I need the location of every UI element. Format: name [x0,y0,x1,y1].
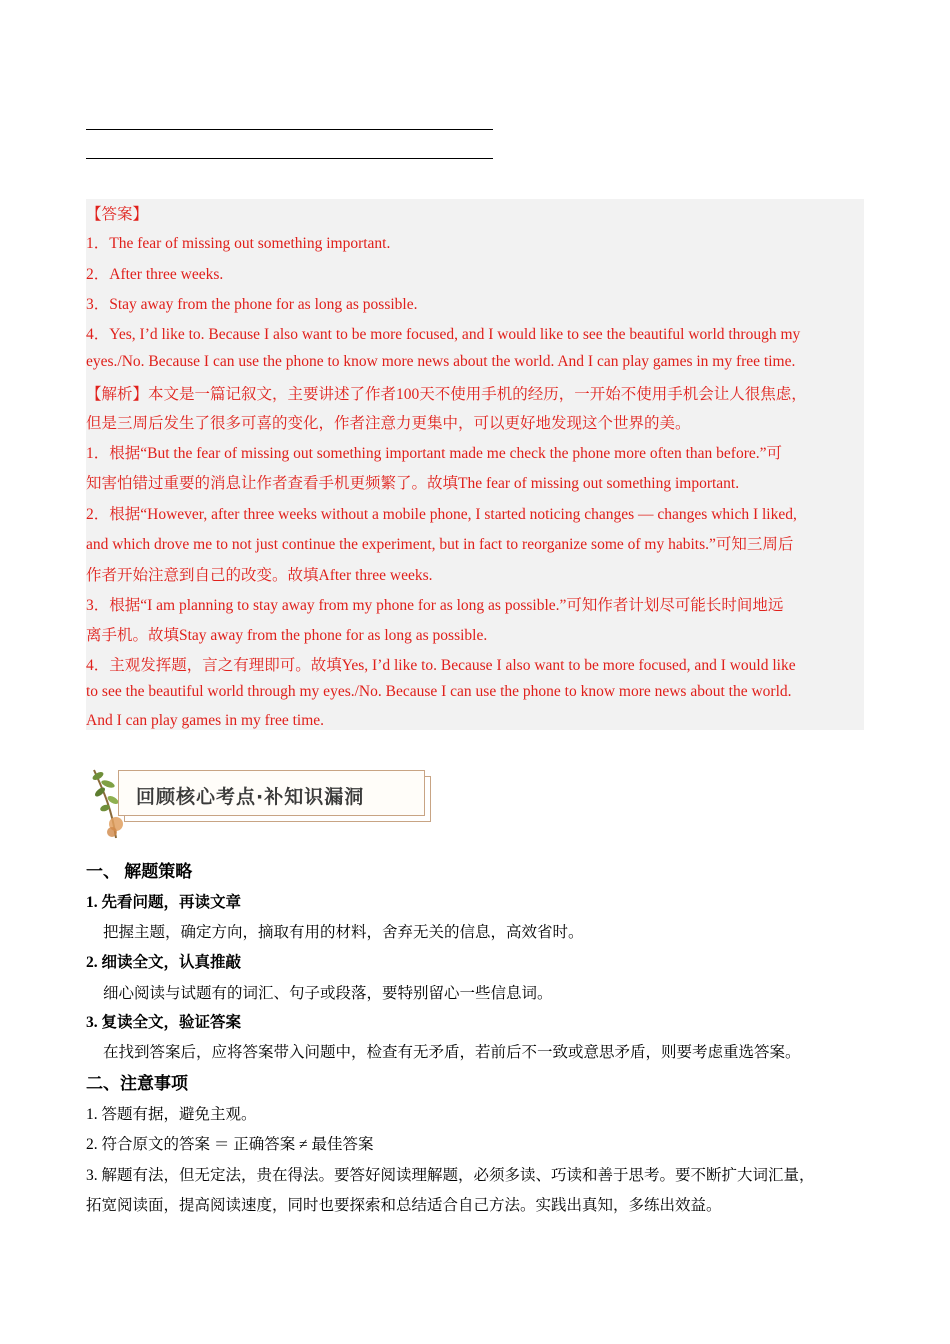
section-banner [86,764,431,844]
analysis-line: 知害怕错过重要的消息让作者查看手机更频繁了。故填The fear of missing out something important. [86,475,740,492]
section-heading-strategy: 一、 解题策略 [86,862,193,881]
analysis-line: 【解析】本文是一篇记叙文，主要讲述了作者100天不使用手机的经历，一开始不使用手机会让人很焦虑， [86,386,807,403]
note-line: 1. 答题有据，避免主观。 [86,1106,257,1123]
answer-line: eyes./No. Because I can use the phone to know more news about the world. And I can play games in my free time. [86,353,796,370]
strategy-item-desc: 在找到答案后，应将答案带入问题中，检查有无矛盾，若前后不一致或意思矛盾，则要考虑重选答案。 [103,1044,801,1061]
answer-line: 4．Yes, I’d like to. Because I also want to be more focused, and I would like to see the beautiful world through my [86,326,801,343]
note-line: 2. 符合原文的答案 ＝ 正确答案 ≠ 最佳答案 [86,1136,374,1153]
banner-title: 回顾核心考点·补知识漏洞 [136,786,365,808]
analysis-line: 4．主观发挥题，言之有理即可。故填Yes, I’d like to. Because I also want to be more focused, and I would like [86,657,796,674]
strategy-item-desc: 细心阅读与试题有的词汇、句子或段落，要特别留心一些信息词。 [103,985,553,1002]
analysis-line: to see the beautiful world through my eyes./No. Because I can use the phone to know more news about the world. [86,683,792,700]
strategy-item-title: 3. 复读全文，验证答案 [86,1014,242,1031]
analysis-line: And I can play games in my free time. [86,712,325,729]
answer-blank-line-1 [86,129,493,130]
answer-line: 1．The fear of missing out something important. [86,235,391,252]
strategy-item-desc: 把握主题，确定方向，摘取有用的材料，舍弃无关的信息，高效省时。 [103,924,584,941]
note-line: 3. 解题有法，但无定法，贵在得法。要答好阅读理解题，必须多读、巧读和善于思考。要不断扩大词汇量， [86,1167,815,1184]
answer-line: 3．Stay away from the phone for as long as possible. [86,296,418,313]
answer-line: 2．After three weeks. [86,266,224,283]
strategy-item-title: 2. 细读全文，认真推敲 [86,954,242,971]
answer-blank-line-2 [86,158,493,159]
analysis-line: 离手机。故填Stay away from the phone for as long as possible. [86,627,488,644]
analysis-line: 2．根据“However, after three weeks without a mobile phone, I started noticing changes — changes which I liked, [86,506,797,523]
note-line: 拓宽阅读面，提高阅读速度，同时也要探索和总结适合自己方法。实践出真知，多练出效益。 [86,1197,722,1214]
answer-tag: 【答案】 [86,206,149,223]
analysis-line: 但是三周后发生了很多可喜的变化，作者注意力更集中，可以更好地发现这个世界的美。 [86,415,691,432]
analysis-line: 3．根据“I am planning to stay away from my phone for as long as possible.”可知作者计划尽可能长时间地远 [86,597,784,614]
strategy-item-title: 1. 先看问题，再读文章 [86,894,242,911]
analysis-line: 作者开始注意到自己的改变。故填After three weeks. [86,567,433,584]
analysis-line: 1．根据“But the fear of missing out something important made me check the phone more often than before.”可 [86,445,783,462]
analysis-line: and which drove me to not just continue the experiment, but in fact to reorganize some of my habits.”可知三周后 [86,536,794,553]
section-heading-notes: 二、注意事项 [86,1074,188,1093]
